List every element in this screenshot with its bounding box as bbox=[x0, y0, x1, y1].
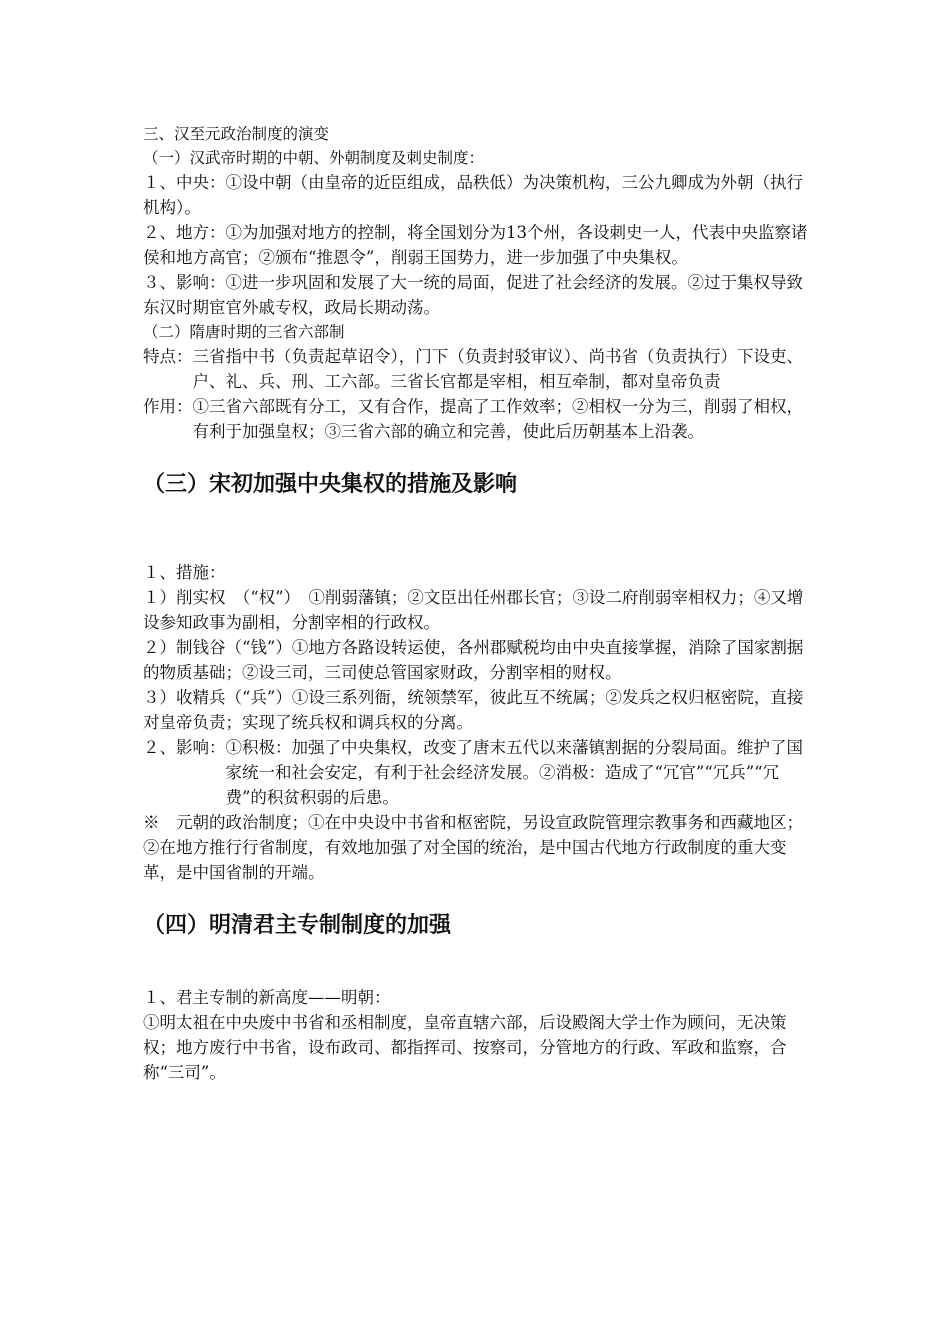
han-local-paragraph: ２、地方：①为加强对地方的控制，将全国划分为13个州，各设刺史一人，代表中央监察诸侯和地方高官；②颁布“推恩令”，削弱王国势力，进一步加强了中央集权。 bbox=[143, 223, 808, 267]
subsection-title-suitang: （二）隋唐时期的三省六部制 bbox=[143, 323, 345, 341]
heading-song: （三）宋初加强中央集权的措施及影响 bbox=[143, 472, 518, 497]
song-measure-3: ３）收精兵（“兵”）①设三系列衙，统领禁军，彼此互不统属；②发兵之权归枢密院，直接对皇帝负责；实现了统兵权和调兵权的分离。 bbox=[143, 688, 804, 732]
subsection-title-han: （一）汉武帝时期的中朝、外朝制度及刺史制度： bbox=[143, 149, 485, 167]
suitang-effects bbox=[143, 394, 809, 444]
document-page bbox=[143, 122, 809, 1085]
effects-text: ①三省六部既有分工，又有合作，提高了工作效率；②相权一分为三，削弱了相权，有利于加强皇权；③三省六部的确立和完善，使此后历朝基本上沿袭。 bbox=[192, 397, 803, 441]
suitang-features bbox=[143, 344, 809, 394]
yuan-note: ※ 元朝的政治制度；①在中央设中书省和枢密院，另设宣政院管理宗教事务和西藏地区；②在地方推行行省制度，有效地加强了对全国的统治，是中国古代地方行政制度的重大变革，是中国省制的开端。 bbox=[143, 813, 803, 882]
section-title: 三、汉至元政治制度的演变 bbox=[143, 125, 330, 143]
effects-label: 作用： bbox=[143, 397, 193, 416]
heading-ming: （四）明清君主专制制度的加强 bbox=[143, 913, 452, 938]
features-label: 特点： bbox=[143, 347, 193, 366]
song-impact bbox=[143, 735, 809, 810]
han-impact-paragraph: ３、影响：①进一步巩固和发展了大一统的局面，促进了社会经济的发展。②过于集权导致东汉时期宦官外戚专权，政局长期动荡。 bbox=[143, 273, 803, 317]
features-text: 三省指中书（负责起草诏令），门下（负责封驳审议）、尚书省（负责执行）下设吏、户、礼、兵、刑、工六部。三省长官都是宰相，相互牵制，都对皇帝负责 bbox=[192, 347, 803, 391]
ming-subtitle: １、君主专制的新高度——明朝： bbox=[143, 988, 391, 1007]
impact-text: ①积极：加强了中央集权，改变了唐末五代以来藩镇割据的分裂局面。维护了国家统一和社会安定，有利于社会经济发展。②消极：造成了“冗官”“冗兵”“冗费”的积贫积弱的后患。 bbox=[225, 738, 803, 807]
song-measures-title: １、措施： bbox=[143, 563, 226, 582]
song-measure-2: ２）制钱谷（“钱”）①地方各路设转运使，各州郡赋税均由中央直接掌握，消除了国家割据的物质基础；②设三司，三司使总管国家财政，分割宰相的财权。 bbox=[143, 638, 804, 682]
impact-label: ２、影响： bbox=[143, 738, 226, 757]
song-measure-1: １）削实权 （“权”） ①削弱藩镇；②文臣出任州郡长官；③设二府削弱宰相权力；④又增设参知政事为副相，分割宰相的行政权。 bbox=[143, 588, 804, 632]
han-central-paragraph: １、中央：①设中朝（由皇帝的近臣组成，品秩低）为决策机构，三公九卿成为外朝（执行机构）。 bbox=[143, 173, 803, 217]
ming-item-1: ①明太祖在中央废中书省和丞相制度，皇帝直辖六部，后设殿阁大学士作为顾问，无决策权；地方废行中书省，设布政司、都指挥司、按察司，分管地方的行政、军政和监察，合称“三司”。 bbox=[143, 1013, 787, 1082]
